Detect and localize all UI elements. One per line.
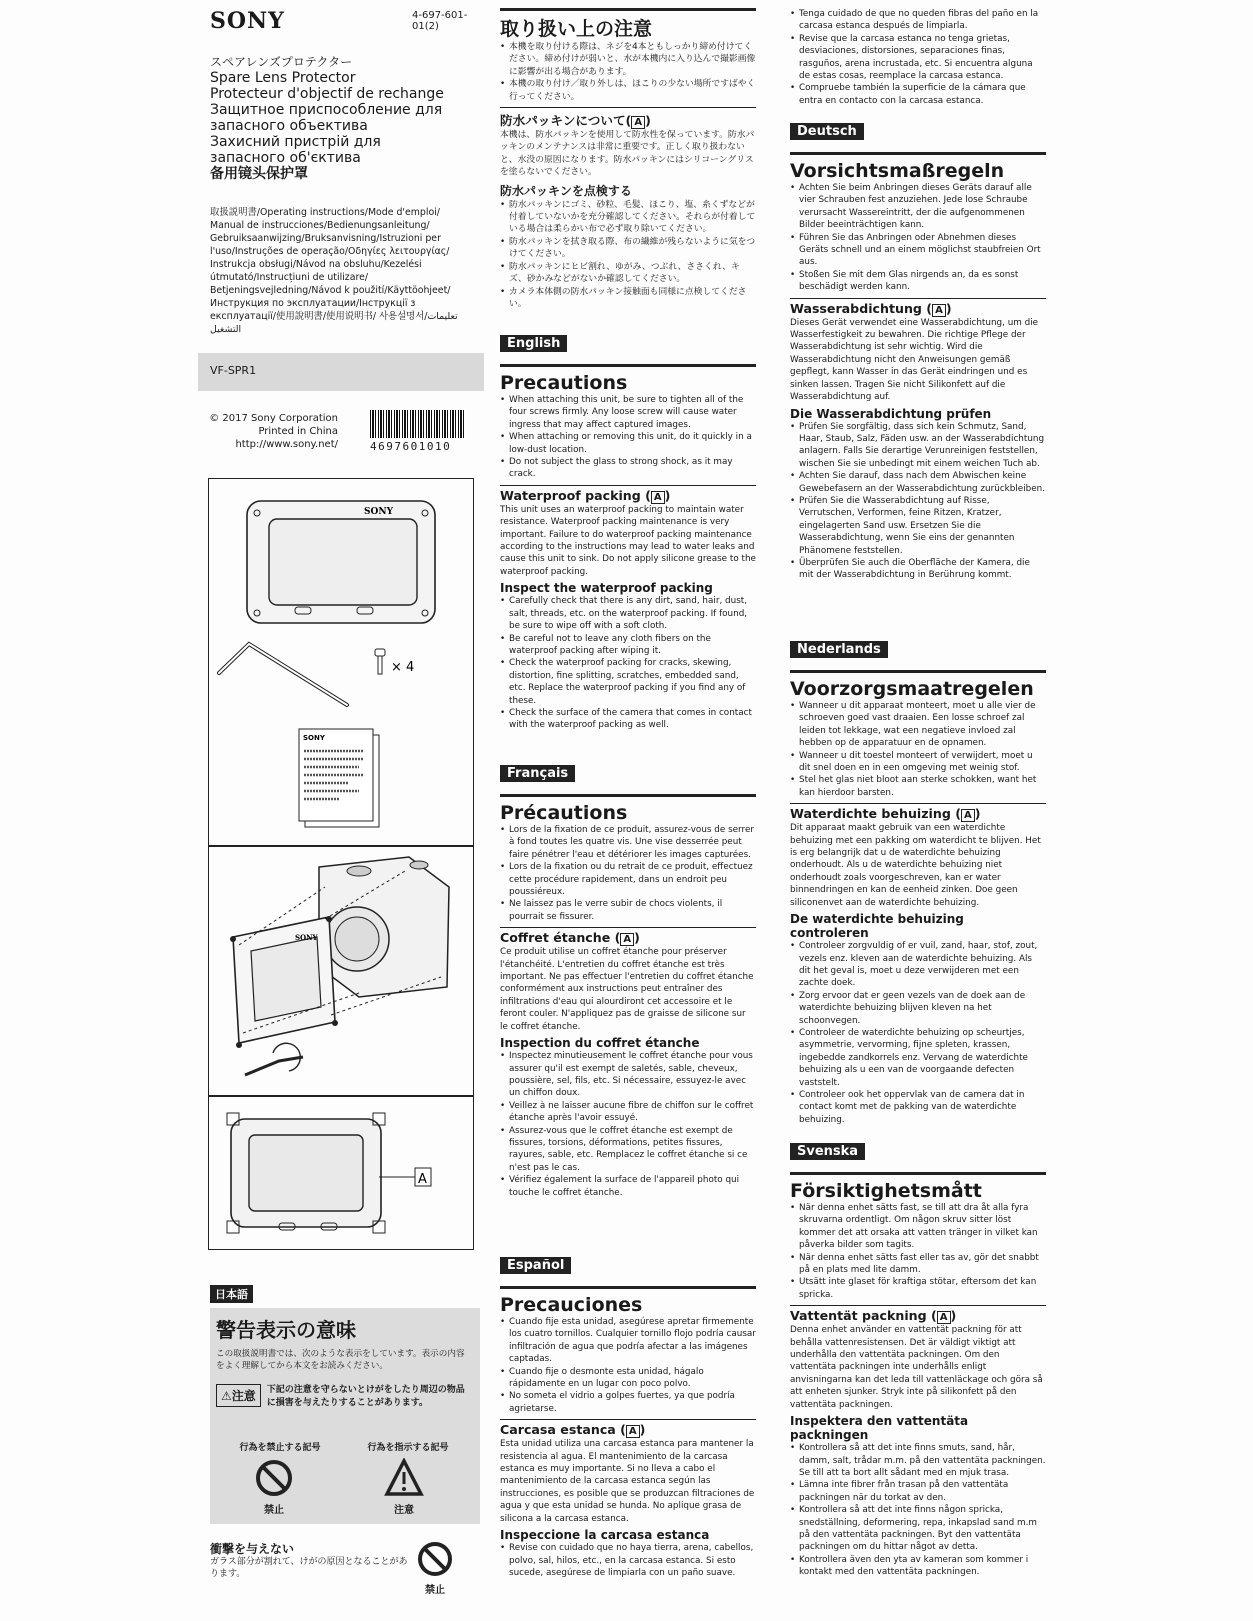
- spanish-tag: Español: [500, 1257, 571, 1274]
- section-german: Deutsch Vorsichtsmaßregeln • Achten Sie beim Anbringen dieses Geräts darauf alle vier Schrauben fest anzuziehen. Jede lose Schraube verursacht Wassereintritt, der die aufgenommenen Bilder beeinträchtigen kann. • Führen Sie das Anbringen oder Abnehmen dieses Geräts schnell und an einem möglichst staubfreien Ort aus. • Stoßen Sie mit dem Glas nirgends an, da es sonst beschädigt werden kann. Wasserabdichtung ( A ) Dieses Gerät verwendet eine Wasserabdichtung, um die Wasserfestigkeit zu bewahren. Die richtige Pflege der Wasserabdichtung ist sehr wichtig. Wird die Wasserabdichtung nicht den Anweisungen gemäß gepflegt, kann Wasser in das Gerät eindringen und es sinken lassen. Tragen Sie nicht Silikonfett auf die Wasserabdichtung auf. Die Wasserabdichtung prüfen • Prüfen Sie sorgfältig, dass sich kein Schmutz, Sand, Haar, Staub, Salz, Fäden usw. an der Wasserabdichtung anlagern. Falls Sie derartige Verunreinigen feststellen, wischen Sie sie unbedingt mit einem weichen Tuch ab. • Achten Sie darauf, dass nach dem Abwischen keine Gewebefasern an der Wasserabdichtung zurückbleiben. • Prüfen Sie die Wasserabdichtung auf Risse, Verrutschen, Verformen, feine Ritzen, Kratzer, eingelagerten Sand usw. Ersetzen Sie die Wasserabdichtung, wenn Sie eins der genannten Phänomene feststellen. • Überprüfen Sie auch die Oberfläche der Kamera, die mit der Wasserabdichtung in Berührung kommt.: [790, 120, 1046, 582]
- de-wp-heading: Wasserabdichtung (: [790, 300, 933, 316]
- fr-inspect-heading: Inspection du coffret étanche: [500, 1036, 700, 1051]
- shock-prohibit-icon: 禁止: [416, 1540, 454, 1596]
- nl-wp-text: Dit apparaat maakt gebruik van een waterdichte behuizing met een pakking om waterdicht te blijven. Het is erg belangrijk dat u de waterdichte behuizing onderhoudt. Als u de waterdichte behuizing niet onderhoudt zoals voorgeschreven, kan er water binnendringen en kan de eenheid zinken. Doe geen siliconenvet aan de waterdichte behuizing.: [790, 823, 1041, 908]
- jp-wp-heading: 防水パッキンについて(: [500, 113, 632, 129]
- fr-wp-heading: Coffret étanche (: [500, 930, 621, 946]
- nl-inspect-heading: De waterdichte behuizing controleren: [790, 912, 964, 941]
- english-tag: English: [500, 335, 567, 352]
- de-wp-text: Dieses Gerät verwendet eine Wasserabdichtung, um die Wasserfestigkeit zu bewahren. Die richtige Pflege der Wasserabdichtung ist sehr wichtig. Wird die Wasserabdichtung nicht den Anweisungen gemäß gepflegt, kann Wasser in das Gerät eindringen und es sinken lassen. Tragen Sie nicht Silikonfett auf die Wasserabdichtung auf.: [790, 317, 1039, 403]
- label-a: A: [418, 1172, 427, 1187]
- assembly-illustration: [209, 847, 475, 1097]
- sv-wp-text: Denna enhet använder en vattentät packning för att behålla vattenresistensen. Det är väldigt viktigt att underhålla den vattentäta packningen. Om den vattentäta packningen inte underhålls enligt anvisningarna kan det leda till vattenläckage och göra så att enheten sjunker. Stryk inte på silikonfett på den vattentäta packningen.: [790, 1325, 1043, 1410]
- section-english: English Precautions • When attaching this unit, be sure to tighten all of the four screws firmly. Any loose screw will cause water ingress that may affect captured images. • When attaching or removing this unit, do it quickly in a low-dust location. • Do not subject the glass to strong shock, as it may crack. Waterproof packing ( A ) This unit uses an waterproof packing to maintain water resistance. Waterproof packing maintenance is very important. Failure to do waterproof packing maintenance according to the instructions may lead to water leaks and cause this unit to sink. Do not apply silicone grease to the waterproof packing. Inspect the waterproof packing • Carefully check that there is any dirt, sand, hair, dust, salt, threads, etc. on the waterproof packing. If found, be sure to wipe off with a soft cloth. • Be careful not to leave any cloth fibers on the waterproof packing after wiping it. • Check the waterproof packing for cracks, skewing, distortion, fine splitting, scratches, embedded sand, etc. Replace the waterproof packing if you find any of these. • Check the surface of the camera that comes in contact with the waterproof packing as well.: [500, 332, 756, 732]
- body-logo: SONY: [364, 507, 393, 517]
- assembly-figure: [208, 846, 474, 1096]
- part-number: 4-697-601-01(2): [412, 10, 468, 32]
- protector-illustration: [209, 1097, 475, 1251]
- de-inspect-heading: Die Wasserabdichtung prüfen: [790, 406, 992, 421]
- sv-wp-heading: Vattentät packning (: [790, 1308, 937, 1324]
- nl-heading: Voorzorgsmaatregelen: [790, 670, 1046, 700]
- fr-wp-text: Ce produit utilise un coffret étanche pour préserver l'étanchéité. L'entretien du coffret étanche est très important. Ne pas effectuer l'entretien du coffret étanche conformément aux instructions peut entraîner des infiltrations d'eau qui alourdiront cet accessoire et le feront couler. N'appliquez pas de graisse de silicone sur le coffret étanche.: [500, 947, 754, 1032]
- manual-language-list: 取扱説明書/Operating instructions/Mode d'emploi/ Manual de instrucciones/Bedienungsanleitung/ Gebruiksaanwijzing/Bruksanvisning/Istruzioni per l'uso/Instruções de operação/Οδηγίες λειτουργίας/ Instrukcja obsługi/Návod na obsluhu/Kezelési útmutató/Instrucțiuni de utilizare/ Betjeningsvejledning/Návod k použití/Käyttöohjeet/ Инструкция по эксплуатации/Інструкції з експлуатації/使用說明書/使用说明书/ 사용설명서/تعليمات التشغيل: [210, 207, 458, 335]
- japanese-tag: 日本語: [210, 1285, 253, 1303]
- contents-illustration: [209, 479, 475, 847]
- es-inspect-heading: Inspeccione la carcasa estanca: [500, 1528, 710, 1543]
- en-wp-text: This unit uses an waterproof packing to maintain water resistance. Waterproof packing maintenance is very important. Failure to do waterproof packing maintenance according to the instructions may lead to water leaks and cause this unit to sink. Do not apply silicone grease to the waterproof packing.: [500, 504, 756, 577]
- fr-heading: Précautions: [500, 794, 756, 824]
- de-heading: Vorsichtsmaßregeln: [790, 152, 1046, 182]
- jp-inspect-list: • 防水パッキンにゴミ、砂粒、毛髪、ほこり、塩、糸くずなどが付着していないかを充分確認してください。それらが付着している場合は柔らかい布で必ず取り除いてください。 • 防水パッキンを拭き取る際、布の繊維が残らないように気をつけてください。 • 防水パッキンにヒビ割れ、ゆがみ、つぶれ、ささくれ、キズ、砂かみなどがないか確認してください。 • カメラ本体側の防水パッキン接触面も同様に点検してください。: [500, 199, 756, 311]
- caution-text: 下記の注意を守らないとけがをしたり周辺の物品に損害を与えたりすることがあります。: [266, 1385, 465, 1408]
- dutch-tag: Nederlands: [790, 641, 888, 658]
- swedish-tag: Svenska: [790, 1143, 865, 1160]
- screw-count: × 4: [391, 660, 415, 675]
- german-tag: Deutsch: [790, 123, 864, 140]
- warning-intro: この取扱説明書では、次のような表示をしています。表示の内容をよく理解してから本文をお読みください。: [216, 1349, 465, 1371]
- en-inspect-heading: Inspect the waterproof packing: [500, 581, 713, 596]
- japanese-warning-box: [210, 1308, 480, 1524]
- sony-logo: SONY: [210, 8, 285, 34]
- caution-row: [216, 1382, 472, 1408]
- sv-heading: Försiktighetsmått: [790, 1172, 1046, 1202]
- jp-precautions-list: • 本機を取り付ける際は、ネジを4本ともしっかり締め付けてください。締め付けが弱いと、水が本機内に入り込んで撮影画像に影響が出る場合があります。 • 本機の取り付け／取り外しは、ほこりの少ない場所ですばやく行ってください。: [500, 41, 756, 103]
- es-wp-text: Esta unidad utiliza una carcasa estanca para mantener la resistencia al agua. El mantenimiento de la carcasa estanca es muy importante. Si no lleva a cabo el mantenimiento de la carcasa estanca según las instrucciones, es posible que se produzcan filtraciones de agua y que esta unidad se hunda. No aplique grasa de silicona a la carcasa estanca.: [500, 1439, 755, 1524]
- es-wp-heading: Carcasa estanca (: [500, 1422, 626, 1438]
- section-spanish: Español Precauciones • Cuando fije esta unidad, asegúrese apretar firmemente los cuatro tornillos. Cualquier tornillo flojo podría causar infiltración de agua que podría afectar a las imágenes captadas. • Cuando fije o desmonte esta unidad, hágalo rápidamente en un lugar con poco polvo. • No someta el vidrio a golpes fuertes, ya que podría agrietarse. Carcasa estanca ( A ) Esta unidad utiliza una carcasa estanca para mantener la resistencia al agua. El mantenimiento de la carcasa estanca es muy importante. Si no lleva a cabo el mantenimiento de la carcasa estanca según las instrucciones, es posible que se produzcan filtraciones de agua y que esta unidad se hunda. No aplique grasa de silicona a la carcasa estanca. Inspeccione la carcasa estanca • Revise con cuidado que no haya tierra, arena, cabellos, polvo, sal, hilos, etc., en la carcasa estanca. Si esto sucede, asegúrese de limpiarla con un paño suave.: [500, 1254, 756, 1579]
- protector-figure: [208, 1096, 474, 1250]
- es-heading: Precauciones: [500, 1286, 756, 1316]
- section-jp-precautions: 取り扱い上の注意 • 本機を取り付ける際は、ネジを4本ともしっかり締め付けてください。締め付けが弱いと、水が本機内に入り込んで撮影画像に影響が出る場合があります。 • 本機の取り付け／取り外しは、ほこりの少ない場所ですばやく行ってください。 防水パッキンについて( A ) 本機は、防水パッキンを使用して防水性を保っています。防水パッキンのメンテナンスは非常に重要です。正しく取り扱わないと、水没の原因になります。防水パッキンにはシリコーングリスを塗らないでください。 防水パッキンを点検する • 防水パッキンにゴミ、砂粒、毛髪、ほこり、塩、糸くずなどが付着していないかを充分確認してください。それらが付着している場合は柔らかい布で必ず取り除いてください。 • 防水パッキンを拭き取る際、布の繊維が残らないように気をつけてください。 • 防水パッキンにヒビ割れ、ゆがみ、つぶれ、ささくれ、キズ、砂かみなどがないか確認してください。 • カメラ本体側の防水パッキン接触面も同様に点検してください。: [500, 8, 756, 310]
- jp-precautions-heading: 取り扱い上の注意: [500, 8, 756, 41]
- section-swedish: Svenska Försiktighetsmått • När denna enhet sätts fast, se till att dra åt alla fyra skruvarna ordentligt. Om någon skruv sitter löst kommer det att orsaka att vatten tränger in vilket kan påverka bilder som tagits. • När denna enhet sätts fast eller tas av, gör det snabbt på en plats med lite damm. • Utsätt inte glaset för kraftiga stötar, eftersom det kan spricka. Vattentät packning ( A ) Denna enhet använder en vattentät packning för att behålla vattenresistensen. Det är väldigt viktigt att underhålla den vattentäta packningen. Om den vattentäta packningen inte underhålls enligt anvisningarna kan det leda till vattenläckage och göra så att enheten sjunker. Stryk inte på silikonfett på den vattentäta packningen. Inspektera den vattentäta packningen • Kontrollera så att det inte finns smuts, sand, hår, damm, salt, trådar m.m. på den vattentäta packningen. Se till att ta bort allt sådant med en mjuk trasa. • Lämna inte fibrer från trasan på den vattentäta packningen när du torkat av den. • Kontrollera så att det inte finns någon spricka, snedställning, deformering, repa, inkapslad sand m.m på den vattentäta packningen. Byt den vattentäta packningen om du hittar något av detta. • Kontrollera även den yta av kameran som kommer i kontakt med den vattentäta packningen.: [790, 1140, 1046, 1579]
- caution-label: ⚠注意: [216, 1384, 261, 1407]
- copyright-block: © 2017 Sony Corporation Printed in China http://www.sony.net/: [209, 413, 338, 450]
- nl-wp-heading: Waterdichte behuizing (: [790, 806, 961, 822]
- caution-triangle-icon: 注意: [374, 1458, 434, 1516]
- jp-inspect-heading: 防水パッキンを点検する: [500, 183, 632, 198]
- shock-heading: 衝撃を与えない: [210, 1542, 295, 1556]
- french-tag: Français: [500, 765, 575, 782]
- section-dutch: Nederlands Voorzorgsmaatregelen • Wanneer u dit apparaat monteert, moet u alle vier de schroeven goed vast draaien. Een losse schroef zal leiden tot lekkage, wat een negatieve invloed zal hebben op de apparatuur en de opnamen. • Wanneer u dit toestel monteert of verwijdert, moet u dit snel doen en in een omgeving met weinig stof. • Stel het glas niet bloot aan sterke schokken, want het kan hierdoor barsten. Waterdichte behuizing ( A ) Dit apparaat maakt gebruik van een waterdichte behuizing met een pakking om waterdicht te blijven. Het is erg belangrijk dat u de waterdichte behuizing onderhoudt. Als u de waterdichte behuizing niet onderhoudt zoals voorgeschreven, kan er water binnendringen en kan de eenheid zinken. Doe geen siliconenvet aan de waterdichte behuizing. De waterdichte behuizing controleren • Controleer zorgvuldig of er vuil, zand, haar, stof, zout, vezels enz. kleven aan de waterdichte behuizing. Als dit het geval is, moet u deze verwijderen met een zachte doek. • Zorg ervoor dat er geen vezels van de doek aan de waterdichte behuizing blijven kleven na het schoonvegen. • Controleer de waterdichte behuizing op scheurtjes, asymmetrie, vervorming, fijne spleten, krassen, ingebedde zandkorrels enz. Vervang de waterdichte behuizing als u een van de voorgaande defecten vaststelt. • Controleer ook het oppervlak van de camera dat in contact komt met de pakking van de waterdichte behuizing.: [790, 638, 1046, 1126]
- frame-logo: SONY: [295, 933, 318, 942]
- sv-inspect-heading: Inspektera den vattentäta packningen: [790, 1414, 969, 1443]
- card-logo: SONY: [303, 734, 325, 742]
- section-spanish-cont: • Tenga cuidado de que no queden fibras del paño en la carcasa estanca después de limpiarla. • Revise que la carcasa estanca no tenga grietas, desviaciones, distorsiones, separaciones finas, rasguños, arena incrustada, etc. Si encuentra alguna de estas cosas, reemplace la carcasa estanca. • Compruebe también la superficie de la cámara que entra en contacto con la carcasa estanca.: [790, 8, 1046, 107]
- en-heading: Precautions: [500, 364, 756, 394]
- shock-text: ガラス部分が割れて、けがの原因となることがあります。: [210, 1557, 408, 1579]
- barcode-number: 4697601010: [370, 440, 452, 453]
- symbol-headers: 行為を禁止する記号 行為を指示する記号: [239, 1443, 449, 1453]
- model-number: VF-SPR1: [198, 353, 484, 391]
- barcode: [370, 410, 466, 438]
- contents-figure: [208, 478, 474, 846]
- product-titles: スペアレンズプロテクター Spare Lens Protector Protecteur d'objectif de rechange Защитное приспособление для запасного объектива Захисний пристрій для запасного об'єктива 备用镜头保护罩: [210, 55, 444, 182]
- prohibit-icon: 禁止: [244, 1458, 304, 1516]
- en-wp-heading: Waterproof packing (: [500, 487, 651, 503]
- warning-heading: 警告表示の意味: [216, 1318, 356, 1342]
- section-french: Français Précautions • Lors de la fixation de ce produit, assurez-vous de serrer à fond toutes les quatre vis. Une vise desserrée peut faire pénétrer l'eau et détériorer les images capturées. • Lors de la fixation ou du retrait de ce produit, effectuez cette procédure rapidement, dans un endroit peu poussiéreux. • Ne laissez pas le verre subir de chocs violents, il pourrait se fissurer. Coffret étanche ( A ) Ce produit utilise un coffret étanche pour préserver l'étanchéité. L'entretien du coffret étanche est très important. Ne pas effectuer l'entretien du coffret étanche conformément aux instructions peut entraîner des infiltrations d'eau qui alourdiront cet accessoire et le feront couler. N'appliquez pas de graisse de silicone sur le coffret étanche. Inspection du coffret étanche • Inspectez minutieusement le coffret étanche pour vous assurer qu'il est exempt de saletés, sable, cheveux, poussière, sel, fils, etc. Si nécessaire, essuyez-le avec un chiffon doux. • Veillez à ne laisser aucune fibre de chiffon sur le coffret étanche après l'avoir essuyé. • Assurez-vous que le coffret étanche est exempt de fissures, torsions, déformations, petites fissures, rayures, sable, etc. Remplacez le coffret étanche si ce n'est pas le cas. • Vérifiez également la surface de l'appareil photo qui touche le coffret étanche.: [500, 762, 756, 1199]
- jp-wp-text: 本機は、防水パッキンを使用して防水性を保っています。防水パッキンのメンテナンスは非常に重要です。正しく取り扱わないと、水没の原因になります。防水パッキンにはシリコーングリスを塗らないでください。: [500, 130, 755, 178]
